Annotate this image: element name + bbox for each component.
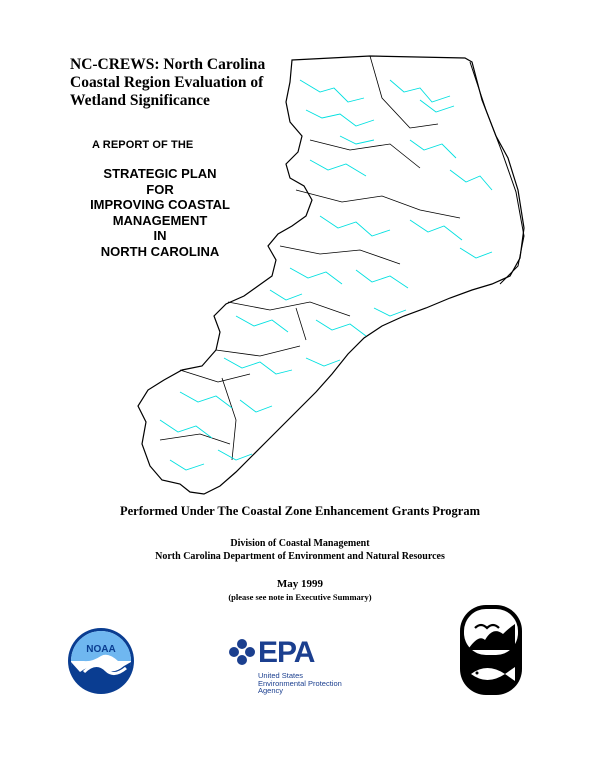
report-note: (please see note in Executive Summary) [228, 592, 372, 602]
outer-banks [470, 62, 524, 284]
epa-flower-icon [228, 638, 256, 668]
epa-wordmark: EPA [258, 636, 315, 669]
epa-sub-line: United States [258, 671, 304, 680]
plan-line: STRATEGIC PLAN [103, 166, 217, 181]
plan-line: NORTH CAROLINA [100, 243, 220, 259]
report-date: May 1999 [276, 578, 324, 590]
plan-line: FOR [146, 181, 174, 197]
title-line: NC-CREWS: North Carolina [70, 56, 266, 73]
noaa-logo-icon [66, 626, 136, 696]
program-statement: Performed Under The Coastal Zone Enhancement Grants Program [119, 504, 481, 518]
epa-agency-name [258, 672, 342, 695]
coastline-outline [138, 56, 524, 494]
epa-sub-line: Agency [258, 686, 284, 696]
department-name: North Carolina Department of Environment and Natural Resources [155, 551, 445, 562]
title-line: Wetland Significance [70, 92, 210, 109]
plan-line: IN [153, 228, 167, 243]
division-name: Division of Coastal Management [230, 538, 370, 549]
noaa-wordmark: NOAA [86, 644, 116, 655]
bird-fish-seal-icon [459, 604, 523, 696]
title-line: Coastal Region Evaluation of [70, 74, 264, 91]
epa-logo-icon [228, 638, 358, 702]
epa-sub-line: Environmental Protection [258, 678, 342, 688]
wetland-streams [160, 80, 492, 470]
report-of-label: A REPORT OF THE [92, 139, 194, 151]
plan-line: MANAGEMENT [112, 212, 208, 228]
nc-coastal-wetlands-map [120, 40, 530, 515]
plan-line: IMPROVING COASTAL [90, 197, 230, 212]
